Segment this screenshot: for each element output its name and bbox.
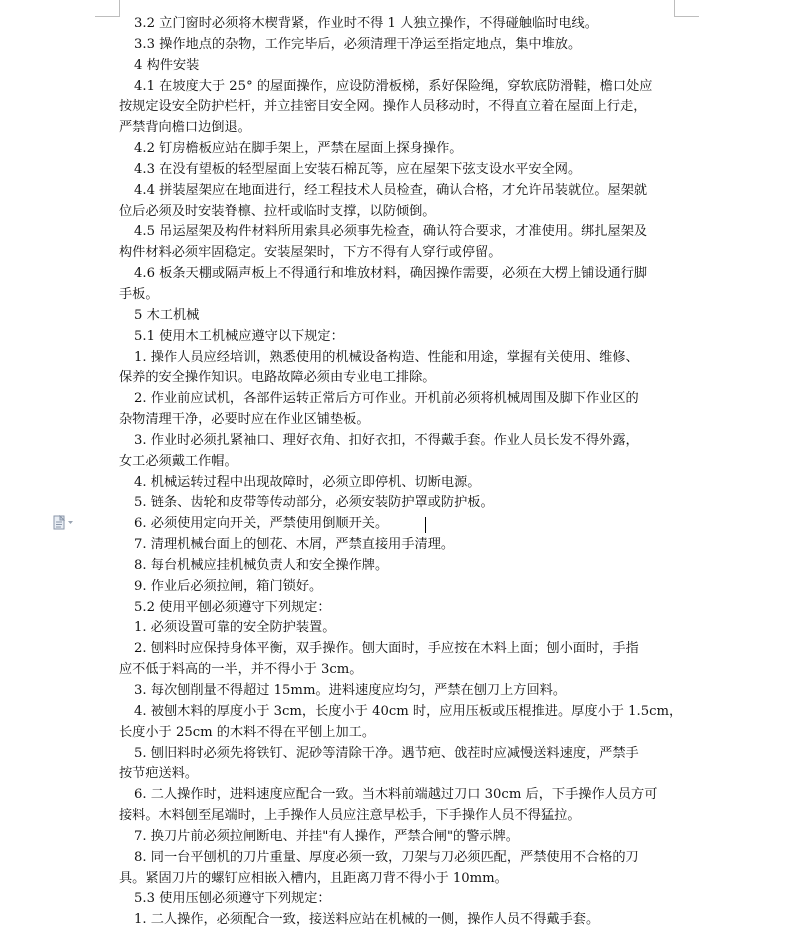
document-line[interactable]: 2. 刨料时应保持身体平衡，双手操作。刨大面时，手应按在木料上面；刨小面时，手指 (134, 641, 639, 657)
document-line[interactable]: 9. 作业后必须拉闸，箱门锁好。 (134, 578, 323, 594)
document-line[interactable]: 按规定设安全防护栏杆，并立挂密目安全网。操作人员移动时，不得直立着在屋面上行走， (119, 99, 647, 115)
document-line[interactable]: 5.2 使用平刨必须遵守下列规定： (134, 599, 331, 615)
document-line[interactable]: 杂物清理干净，必要时应在作业区铺垫板。 (119, 412, 370, 428)
document-line[interactable]: 女工必须戴工作帽。 (119, 453, 238, 469)
document-line[interactable]: 4.3 在没有望板的轻型屋面上安装石棉瓦等，应在屋架下弦支设水平安全网。 (134, 161, 582, 177)
document-line[interactable]: 手板。 (119, 286, 159, 302)
document-line[interactable]: 按节疤送料。 (119, 766, 199, 782)
document-line[interactable]: 1. 操作人员应经培训，熟悉使用的机械设备构造、性能和用途，掌握有关使用、维修、 (134, 349, 639, 365)
document-line[interactable]: 6. 必须使用定向开关，严禁使用倒顺开关。 (134, 516, 389, 532)
document-line[interactable]: 4. 被刨木料的厚度小于 3cm，长度小于 40cm 时，应用压板或压棍推进。厚度小于 1.5cm， (134, 703, 683, 719)
document-line[interactable]: 1. 二人操作，必须配合一致，接送料应站在机械的一侧，操作人员不得戴手套。 (134, 912, 600, 928)
document-line[interactable]: 具。紧固刀片的螺钉应相嵌入槽内，且距离刀背不得小于 10mm。 (119, 870, 508, 886)
document-line[interactable]: 4.5 吊运屋架及构件材料所用索具必须事先检查，确认符合要求，才准使用。绑扎屋架及 (134, 224, 648, 240)
text-cursor (425, 517, 426, 533)
document-line[interactable]: 接料。木料刨至尾端时，上手操作人员应注意早松手，下手操作人员不得猛拉。 (119, 808, 581, 824)
document-line[interactable]: 5. 刨旧料时必须先将铁钉、泥砂等清除干净。遇节疤、戗茬时应减慢送料速度，严禁手 (134, 745, 639, 761)
margin-corner-mark-left (95, 0, 120, 17)
document-line[interactable]: 5. 链条、齿轮和皮带等传动部分，必须安装防护罩或防护板。 (134, 495, 494, 511)
document-line[interactable]: 构件材料必须牢固稳定。安装屋架时，下方不得有人穿行或停留。 (119, 245, 502, 261)
document-line[interactable]: 3. 每次刨削量不得超过 15mm。进料速度应均匀，严禁在刨刀上方回料。 (134, 683, 567, 698)
document-line[interactable]: 3. 作业时必须扎紧袖口、理好衣角、扣好衣扣，不得戴手套。作业人员长发不得外露， (134, 432, 639, 448)
document-line[interactable]: 严禁背向檐口边倒退。 (119, 120, 251, 136)
document-line[interactable]: 7. 清理机械台面上的刨花、木屑，严禁直接用手清理。 (134, 537, 455, 553)
document-line[interactable]: 保养的安全操作知识。电路故障必须由专业电工排除。 (119, 370, 436, 386)
document-line[interactable]: 6. 二人操作时，进料速度应配合一致。当木料前端越过刀口 30cm 后，下手操作人员方可 (134, 787, 658, 803)
document-line[interactable]: 位后必须及时安装脊檩、拉杆或临时支撑，以防倾倒。 (119, 203, 436, 219)
document-line[interactable]: 4. 机械运转过程中出现故障时，必须立即停机、切断电源。 (134, 474, 481, 490)
document-line[interactable]: 5.3 使用压刨必须遵守下列规定： (134, 891, 331, 907)
document-line[interactable]: 4 构件安装 (134, 57, 200, 73)
document-line[interactable]: 7. 换刀片前必须拉闸断电、并挂"有人操作，严禁合闸"的警示牌。 (134, 828, 519, 844)
document-line[interactable]: 5 木工机械 (134, 307, 200, 323)
document-line[interactable]: 4.1 在坡度大于 25° 的屋面操作，应设防滑板梯，系好保险绳，穿软底防滑鞋，檐口处应 (134, 78, 653, 94)
document-line[interactable]: 2. 作业前应试机，各部件运转正常后方可作业。开机前必须将机械周围及脚下作业区的 (134, 391, 639, 407)
document-line[interactable]: 3.3 操作地点的杂物，工作完毕后，必须清理干净运至指定地点，集中堆放。 (134, 36, 582, 52)
document-line[interactable]: 8. 同一台平刨机的刀片重量、厚度必须一致，刀架与刀必须匹配，严禁使用不合格的刀 (134, 849, 639, 865)
document-line[interactable]: 4.4 拼装屋架应在地面进行，经工程技术人员检查，确认合格，才允许吊装就位。屋架就 (134, 182, 648, 198)
document-line[interactable]: 长度小于 25cm 的木料不得在平刨上加工。 (119, 724, 376, 740)
document-line[interactable]: 5.1 使用木工机械应遵守以下规定： (134, 328, 344, 344)
document-body[interactable] (119, 14, 683, 931)
paste-options-icon[interactable] (53, 515, 77, 531)
document-line[interactable]: 应不低于料高的一半，并不得小于 3cm。 (119, 662, 363, 678)
document-line[interactable]: 3.2 立门窗时必须将木楔背紧，作业时不得 1 人独立操作，不得碰触临时电线。 (134, 16, 598, 31)
document-line[interactable]: 8. 每台机械应挂机械负责人和安全操作牌。 (134, 557, 389, 573)
document-line[interactable]: 4.6 板条天棚或隔声板上不得通行和堆放材料，确因操作需要，必须在大楞上铺设通行脚 (134, 266, 648, 282)
document-line[interactable]: 4.2 钉房檐板应站在脚手架上，严禁在屋面上探身操作。 (134, 141, 463, 157)
document-line[interactable]: 1. 必须设置可靠的安全防护装置。 (134, 620, 336, 636)
